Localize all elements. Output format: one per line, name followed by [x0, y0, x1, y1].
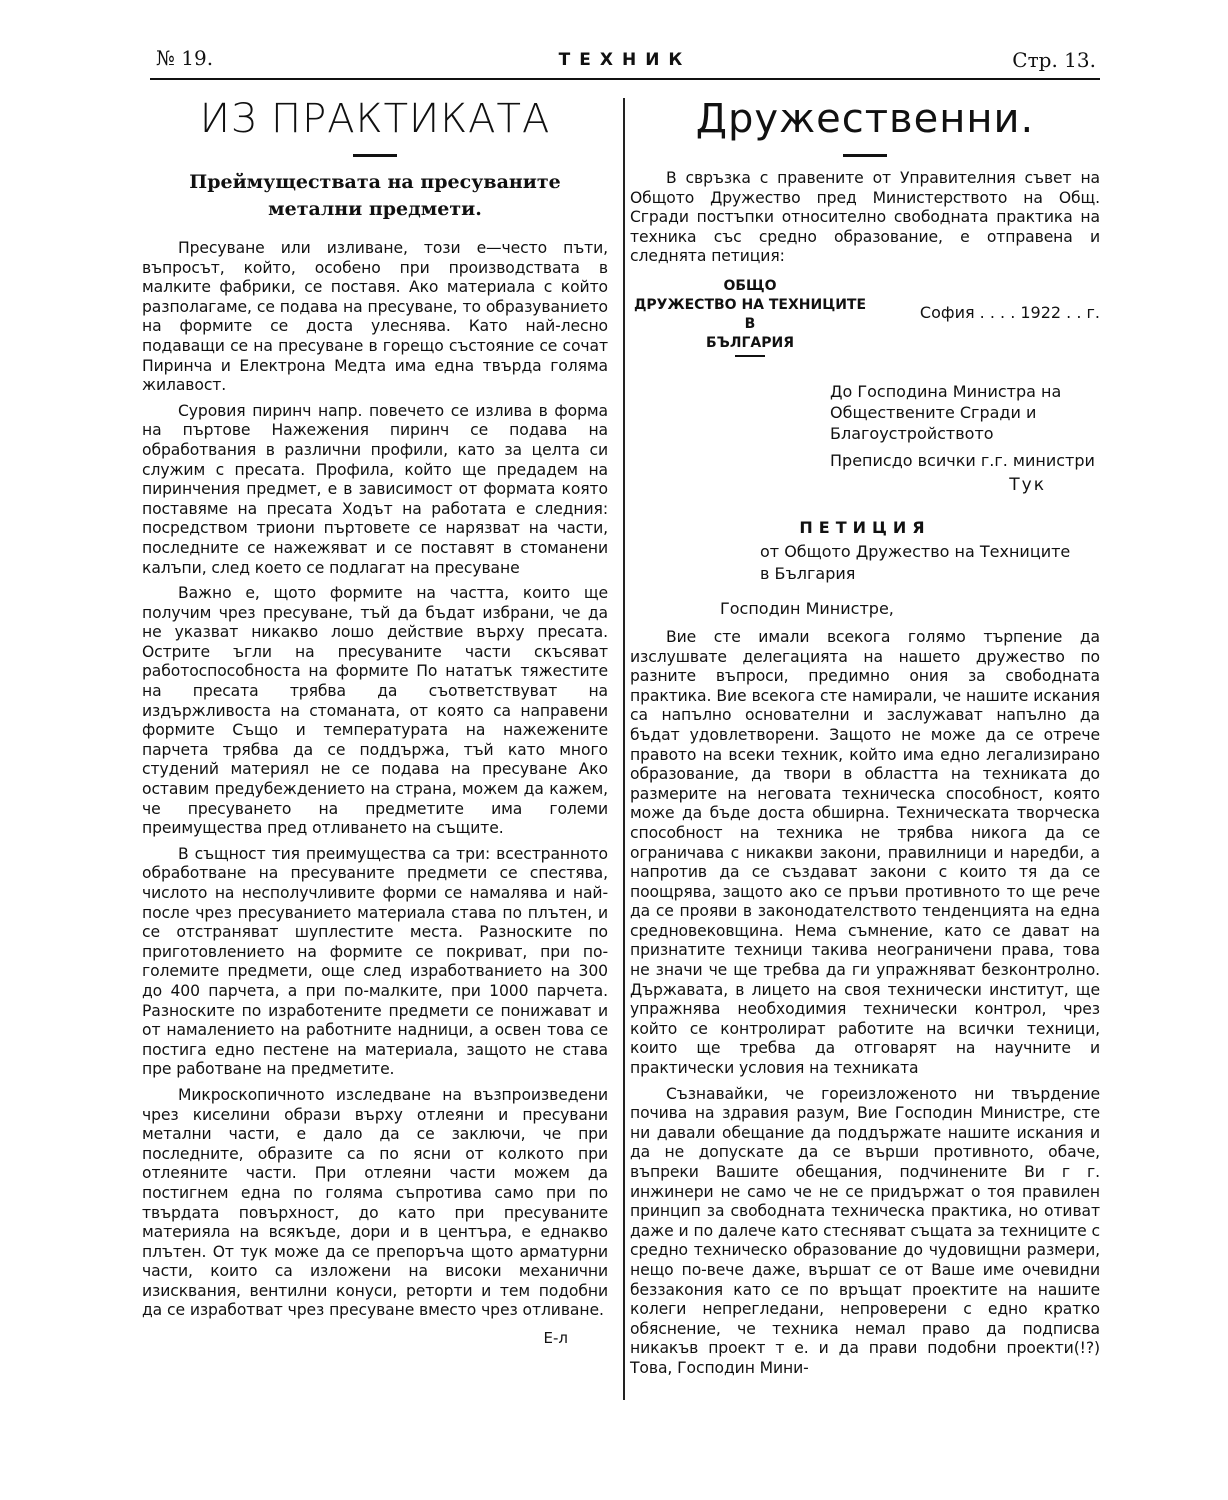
org-line: ОБЩО	[723, 277, 777, 294]
petition-title: ПЕТИЦИЯ	[799, 517, 931, 537]
paragraph: Важно е, щото формите на частта, които ще получим чрез пресуване, тъй да бъдат избрани, че да не указват никакво лошо действие върху пресата. Острите ъгли на пресуваните части скъсяват работоспособноста на формите По нататък тяжестите на пресата трябва да съответствуват на издържливоста на стоманата, от която са направени формите Също и температурата на нажежените парчета трябва да се поддържа, тъй като много студений материял не се подава на пресуване Ако оставим предубеждението на страна, можем да кажем, че пресуването на предметите има големи преимущества пред отливането на същите.	[142, 584, 608, 838]
salutation: Господин Министре,	[720, 598, 894, 618]
section-title-practice: ИЗ ПРАКТИКАТА	[199, 96, 551, 142]
org-rule	[735, 355, 765, 357]
organization-name	[630, 277, 870, 357]
section-title-society: Дружественни.	[695, 96, 1035, 142]
author-signature: Е-л	[543, 1329, 568, 1348]
org-line: В	[744, 315, 756, 332]
address-line: Обществените Сгради и Благоустройството	[830, 402, 1037, 443]
paragraph: Суровия пиринч напр. повечето се излива в форма на пъртове Нажежения пиринч се подава на обработвания в различни профили, като за целта си служим с пресата. Профила, който ще предадем на пиринчения предмет, е в зависимост от формата която поставяме на пресата Ходът на работата е следния: посредством триони пъртовете се нарязват на части, последните се нажежяват и се поставят в стоманени калъпи, след което се подлагат на пресуване	[142, 401, 608, 577]
paragraph: Съзнавайки, че гореизложеното ни твърдение почива на здравия разум, Вие Господин Министре, сте ни давали обещание да поддържате нашите искания и да не допускате да се върши противното, обаче, въпреки Вашите обещания, подчинените Ви г г. инжинери не само че не се придържат о тоя правилен принцип за свободната техническа практика, но отиват даже и по далече като стесняват същата за техниците с средно техническо образование до чудовищни размери, нещо по-вече даже, вършат се от Ваше име очевидни беззакония като се по връщат проектите на нашите колеги непрегледани, непроверени с едно кратко обяснение, че техника немал право да подписва никакъв проект т е. и да прави подобни проекти(!?) Това, Господин Мини-	[630, 1084, 1100, 1377]
org-line: ДРУЖЕСТВО НА ТЕХНИЦИТЕ	[633, 296, 867, 313]
left-column	[142, 92, 608, 1347]
right-column	[630, 92, 1100, 1379]
address-line: До Господина Министра на	[830, 381, 1062, 401]
petition-subtitle	[760, 541, 1100, 585]
paragraph: Микроскопичното изследване на възпроизведени чрез киселини образи върху отлеяни и пресувани метални части, е дало да се заключи, че при последните, образите са по ясни от колкото при отлеяните части. При отлеяни части можем да постигнем една по голяма съпротива само при по твърдата повърхност, до като при пресуваните материяла на всякъде, дори и в центъра, е еднакво плътен. От тук може да се препоръча щото арматурни части, които са изложени на високи механични изисквания, вентилни конуси, реторти и тем подобни да се изработват чрез пресуване вместо чрез отливане.	[142, 1085, 608, 1320]
paragraph: Пресуване или изливане, този е—често пъти, въпросът, който, особено при производствата в малките фабрики, се поставя. Ако материала с който разполагаме, се подава на пресуване, то образуванието на формите се доста улеснява. Като най-лесно подаващи се на пресуване в горещо състояние се сочат Пиринча и Електрона Медта има една твърда голяма жилавост.	[142, 239, 608, 395]
title-rule	[353, 154, 397, 157]
paragraph: Вие сте имали всекога голямо търпение да изслушвате делегацията на нашето дружество по разните въпроси, предимно ония за свободната практика. Вие всекога сте намирали, че нашите искания са напълно основателни и заслужават напълно да бъдат удовлетворени. Защото не може да се отрече правото на всеки техник, който има едно легализирано образование, да твори в областта на техниката до размерите на неговата техническа способност, която може да бъде доста обширна. Техническата творческа способност на техника не трябва никога да се ограничава с никакви закони, правилници и наредби, а напротив да се създават закони с които тя да се поощрява, защото ако се пръви противното то ще рече да се прояви в законодателството тенденцията на една средновековщина. Нема съмнение, като се дават на признатите техници такива неограничени права, това не значи че ще требва да ги упражняват безконтролно. Държавата, в лицето на своя технически институт, ще упражнява необходимия технически контрол, чрез който се контролират работите на всички техници, които ще требва да отговарят на научните и практически условия на техниката	[630, 627, 1100, 1078]
intro-paragraph: В свръзка с правените от Управителния съвет на Общото Дружество пред Министерството на Общ. Сгради постъпки относително свободната практика на техника със средно образование, е отправена и следнята петиция:	[630, 169, 1100, 266]
petition-subtitle-line: от Общото Дружество на Техниците	[760, 541, 1071, 561]
letterhead	[630, 277, 1100, 355]
here-line: Тук	[1009, 474, 1046, 495]
title-rule	[843, 154, 887, 157]
paragraph: В същност тия преимущества са три: всестранното обработване на пресуваните предмети се спестява, числото на несполучливите форми се намалява и най-после чрез пресуванието материала става по плътен, и се отстраняват шуплестите места. Разноските по приготовлението на формите се покриват, при по-големите предмети, още след изработванието на 300 до 400 парчета, а при по-малките, при 1000 парчета. Разноските по изработените предмети се понижават и от намалението на работните надници, а освен това се постига едно пестене на материала, защото не става пре работване на предметите.	[142, 844, 608, 1079]
journal-title: ТЕХНИК	[558, 50, 692, 70]
page-number: Стр. 13.	[1012, 48, 1096, 72]
org-line: БЪЛГАРИЯ	[706, 334, 794, 351]
city-date: София . . . . 1922 . . г.	[919, 302, 1100, 322]
issue-number: № 19.	[156, 46, 214, 70]
page-header	[150, 44, 1100, 80]
petition-subtitle-line: в България	[760, 563, 856, 583]
column-divider	[623, 98, 625, 1400]
addressee	[830, 381, 1100, 496]
copy-line: Преписдо всички г.г. министри	[830, 450, 1095, 470]
article-title: Преймуществата на пресуваните метални предмети.	[189, 171, 561, 220]
